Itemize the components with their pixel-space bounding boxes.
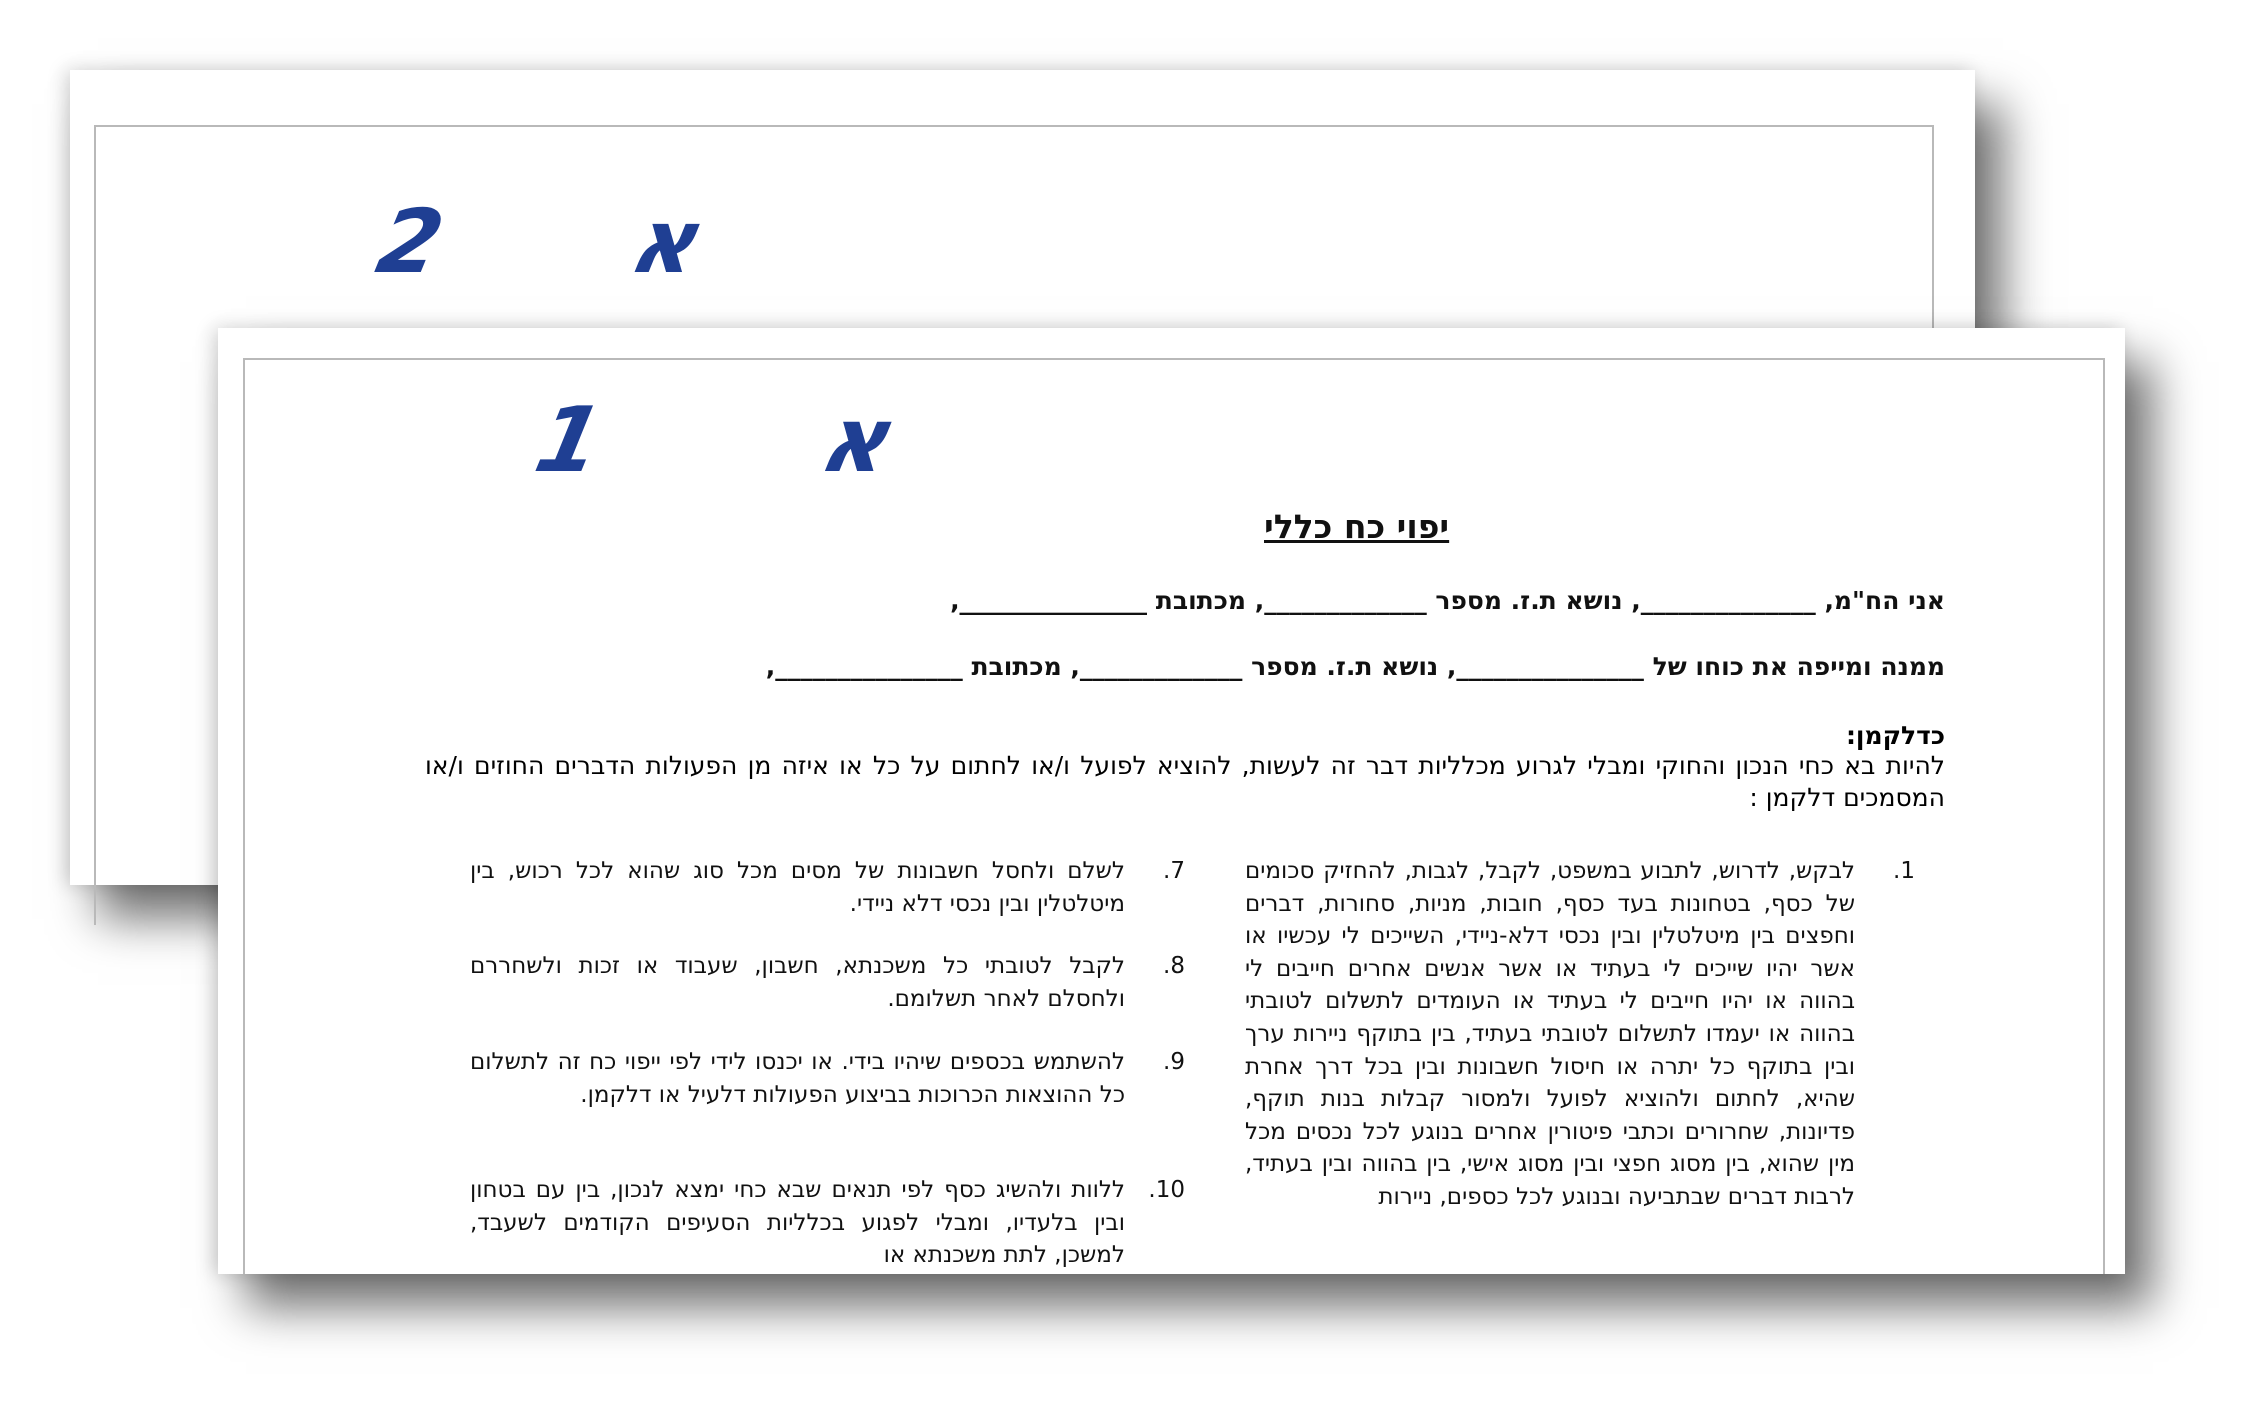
- clause-text: לקבל לטובתי כל משכנתא, חשבון, שעבוד או זכות ולשחררם ולחסלם לאחר תשלומם.: [470, 953, 1125, 1012]
- clause-text: להשתמש בכספים שיהיו בידי. או יכנסו לידי לפי ייפוי כח זה לתשלום כל ההוצאות הכרוכות בביצוע הפעולות דלעיל או דלקמן.: [470, 1049, 1125, 1108]
- clause-number: 7.: [1163, 858, 1185, 884]
- clause-text: לשלם ולחסל חשבונות של מסים מכל סוג שהוא לכל רכוש, בין מיטלטלין ובין נכסי דלא ניידי.: [470, 858, 1125, 917]
- clause-text: לבקש, לדרוש, לתבוע במשפט, לקבל, לגבות, להחזיק סכומים של כסף, בטחונות בעד כסף, חובות, מניות, סחורות, דברים וחפצים בין מיטלטלין ובין נכסי דלא-ניידי, השייכים לי עכשיו או אשר יהיו שייכים לי בעתיד או אשר אנשים אחרים חייבים לי בהווה או יהיו חייבים לי בעתיד או העומדים לתשלום לטובתי בהווה או יעמדו לתשלום לטובתי בעתיד, בין בתוקף ניירות ערך ובין בתוקף כל יתרה או חיסול חשבונות ובין בכל דרך אחרת שהיא, לחתום ולהוציא לפועל ולמסור קבלות בנות תוקף, פדיונות, שחרורים וכתבי פיטורין אחרים בנוגע לכל נכסים מכל מין שהוא, בין מסוג חפצי ובין מסוג אישי, בין בהווה ובין בעתיד, לרבות דברים שבתביעה ובנוגע לכל כספים, ניירות: [1245, 858, 1855, 1210]
- grantor-line: אני הח"מ, ______________, נושא ת.ז. מספר _____________, מכתובת _______________,: [950, 586, 1945, 615]
- front-page: [218, 328, 2125, 1274]
- clause-8: [470, 950, 1185, 1015]
- clause-10: [470, 1174, 1185, 1272]
- following-label: כדלקמן:: [1845, 721, 1945, 750]
- clause-7: [470, 855, 1185, 920]
- document-title: יפוי כח כללי: [1264, 507, 1450, 546]
- clause-text: ללוות ולהשיג כסף לפי תנאים שבא כחי ימצא לנכון, בין עם בטחון ובין בלעדיו, ומבלי לפגוע בכלליות הסעיפים הקודמים לשעבד, למשכן, לתת משכנתא או: [470, 1177, 1125, 1269]
- clause-9: [470, 1046, 1185, 1111]
- attorney-line: ממנה ומייפה את כוחו של _______________, נושא ת.ז. מספר _____________, מכתובת _______________,: [765, 652, 1945, 681]
- clause-number: 10.: [1148, 1177, 1185, 1203]
- clause-number: 8.: [1163, 953, 1185, 979]
- handwritten-page-mark: א 1: [526, 388, 994, 493]
- clause-number: 1.: [1893, 858, 1915, 884]
- intro-paragraph: להיות בא כחי הנכון והחוקי ומבלי לגרוע מכלליות דבר זה לעשות, להוציא לפועל ו/או לחתום על כל או איזה מן הפעולות הדברים החוזים ו/או המסמכים דלקמן :: [425, 751, 1945, 812]
- clause-1: [1245, 855, 1915, 1214]
- clause-number: 9.: [1163, 1049, 1185, 1075]
- handwritten-page-mark: א 2: [369, 190, 787, 293]
